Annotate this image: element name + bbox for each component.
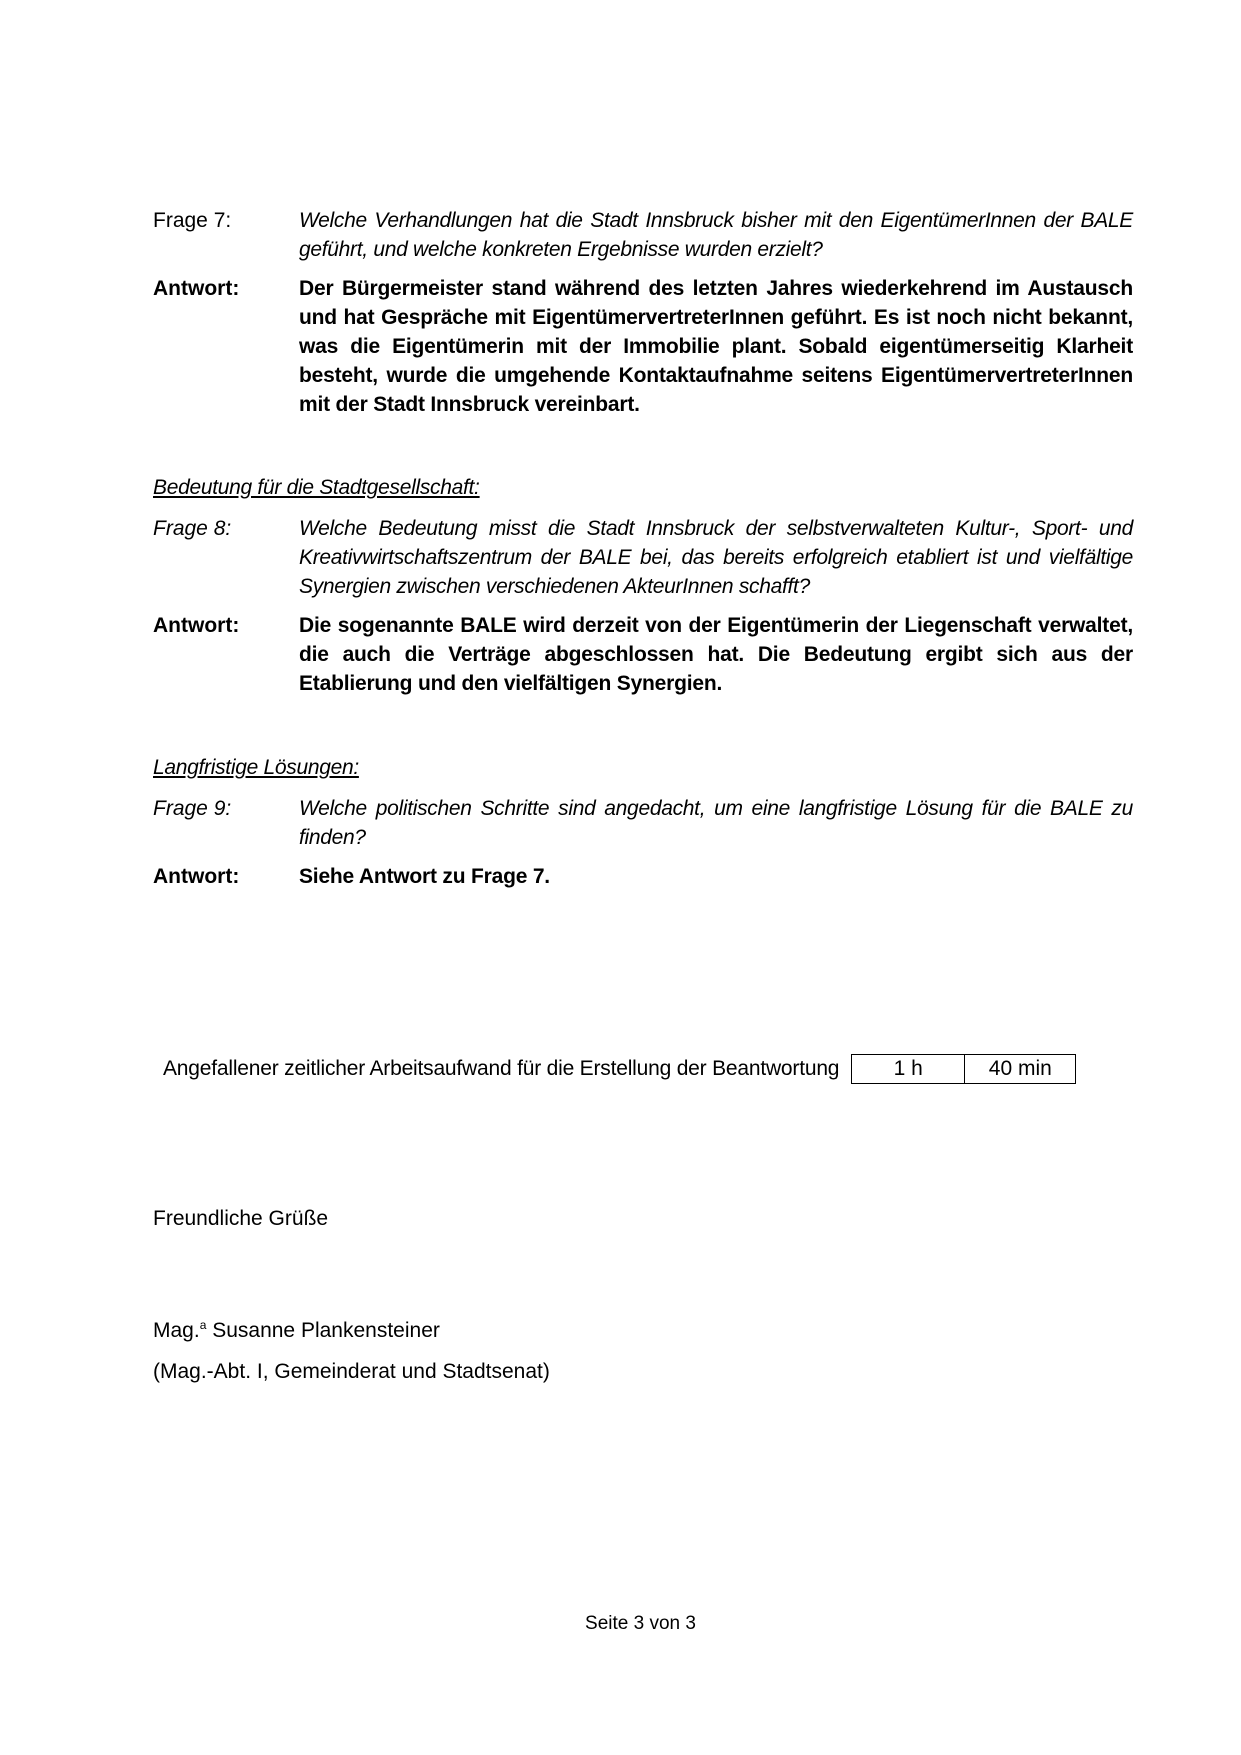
answer-8 — [153, 611, 1133, 698]
question-9 — [153, 794, 1133, 852]
question-label: Frage 7: — [153, 209, 232, 232]
section-heading-langfristig: Langfristige Lösungen: — [153, 756, 359, 779]
effort-label: Angefallener zeitlicher Arbeitsaufwand für die Erstellung der Beantwortung — [163, 1057, 840, 1080]
section-heading-bedeutung: Bedeutung für die Stadtgesellschaft: — [153, 476, 480, 499]
question-label: Frage 8: — [153, 517, 232, 540]
question-text: Welche Verhandlungen hat die Stadt Innsbruck bisher mit den EigentümerInnen der BALE geführt, und welche konkreten Ergebnisse wurden erzielt? — [299, 209, 1133, 261]
answer-label: Antwort: — [153, 277, 240, 300]
effort-minutes: 40 min — [965, 1054, 1076, 1084]
signatory-title-sup: a — [199, 1318, 207, 1332]
answer-9 — [153, 862, 1133, 891]
answer-text: Siehe Antwort zu Frage 7. — [299, 865, 550, 888]
question-text: Welche politischen Schritte sind angedacht, um eine langfristige Lösung für die BALE zu finden? — [299, 797, 1133, 849]
signatory-department: (Mag.-Abt. I, Gemeinderat und Stadtsenat) — [153, 1360, 550, 1383]
question-7 — [153, 206, 1133, 264]
question-8-block — [153, 514, 1133, 698]
question-7-block — [153, 206, 1133, 419]
answer-label: Antwort: — [153, 865, 240, 888]
page-number: Seite 3 von 3 — [585, 1613, 696, 1634]
question-9-block — [153, 794, 1133, 891]
effort-hours: 1 h — [851, 1054, 965, 1084]
answer-7 — [153, 274, 1133, 419]
answer-text: Die sogenannte BALE wird derzeit von der Eigentümerin der Liegenschaft verwaltet, die auch die Verträge abgeschlossen hat. Die Bedeutung ergibt sich aus der Etablierung und den vielfältigen Synergien. — [299, 614, 1133, 695]
question-text: Welche Bedeutung misst die Stadt Innsbruck der selbstverwalteten Kultur-, Sport- und Kreativwirtschaftszentrum der BALE bei, das bereits erfolgreich etabliert ist und vielfältige Synergien zwischen verschiedenen AkteurInnen schafft? — [299, 517, 1133, 598]
effort-row — [163, 1054, 1076, 1084]
closing-greeting: Freundliche Grüße — [153, 1207, 329, 1230]
answer-label: Antwort: — [153, 614, 240, 637]
signatory-fullname: Susanne Plankensteiner — [206, 1319, 440, 1342]
signatory-title: Mag. — [153, 1319, 200, 1342]
signatory-name — [153, 1318, 440, 1343]
question-label: Frage 9: — [153, 797, 232, 820]
question-8 — [153, 514, 1133, 601]
answer-text: Der Bürgermeister stand während des letzten Jahres wiederkehrend im Austausch und hat Gespräche mit EigentümervertreterInnen geführt. Es ist noch nicht bekannt, was die Eigentümerin mit der Immobilie plant. Sobald eigentümerseitig Klarheit besteht, wurde die umgehende Kontaktaufnahme seitens EigentümervertreterInnen mit der Stadt Innsbruck vereinbart. — [299, 277, 1133, 416]
